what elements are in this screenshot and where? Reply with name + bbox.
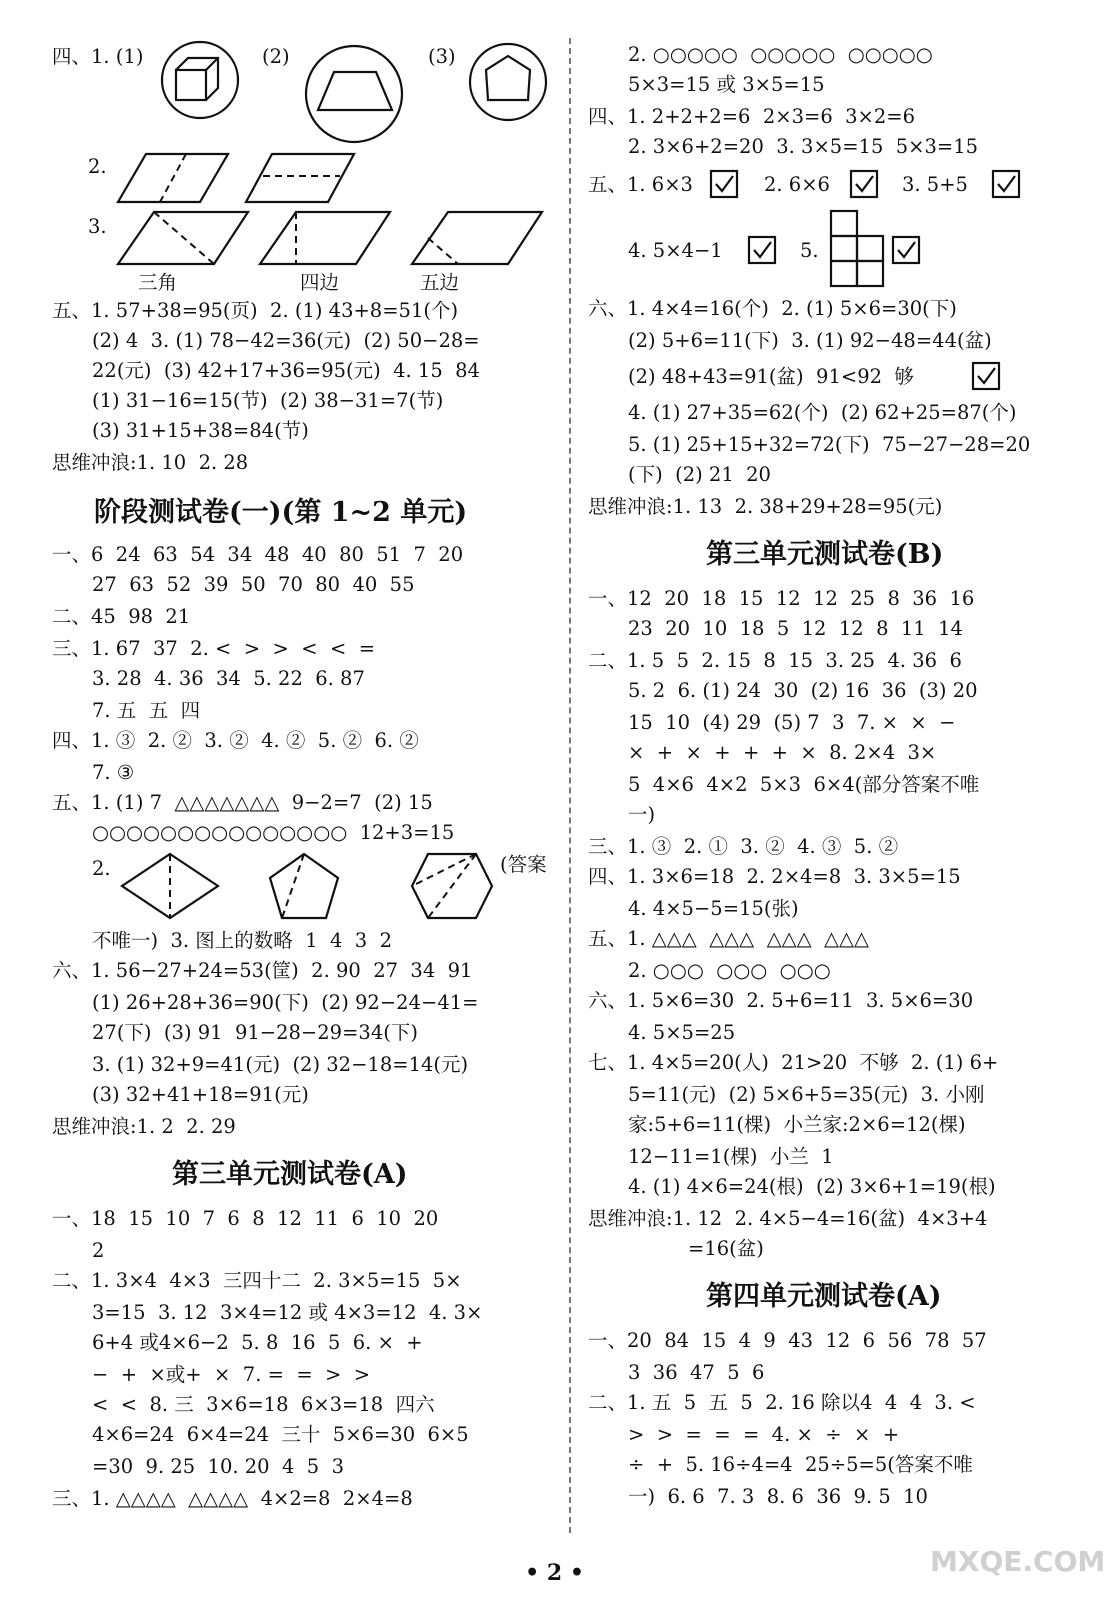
answer-line: 3. (1) 32+9=41(元) (2) 32−18=14(元): [92, 1053, 469, 1076]
fig-label-5: 3.: [88, 215, 107, 238]
checkmark-icon: [850, 170, 878, 198]
answer-line: (下) (2) 21 20: [628, 463, 771, 486]
answer-line: 五、1. 57+38=95(页) 2. (1) 43+8=51(个): [52, 299, 459, 322]
answer-line: 不唯一) 3. 图上的数略 1 4 3 2: [92, 929, 393, 952]
answer-line: 2. 3×6+2=20 3. 3×5=15 5×3=15: [628, 135, 979, 158]
answer-line: 一、6 24 63 54 34 48 40 80 51 7 20: [52, 543, 464, 566]
answer-line: 一) 6. 6 7. 3 8. 6 36 9. 5 10: [628, 1485, 928, 1508]
answer-line: 四、1. ③ 2. ② 3. ② 4. ② 5. ② 6. ②: [52, 729, 419, 752]
cube-in-circle-figure: [160, 40, 240, 120]
answer-line: × + × + + + × 8. 2×4 3×: [628, 741, 937, 764]
answer-line: 5. 2 6. (1) 24 30 (2) 16 36 (3) 20: [628, 679, 978, 702]
answer-line: 四、1. 2+2+2=6 2×3=6 3×2=6: [588, 105, 916, 128]
checkmark-icon: [992, 170, 1020, 198]
answer-line: 思维冲浪:1. 10 2. 28: [52, 451, 249, 474]
answer-line: 五、1. 6×3: [588, 173, 693, 196]
trapezoid-in-circle-figure: [304, 44, 404, 144]
caption-pent: 五边: [420, 271, 460, 294]
answer-line: 3=15 3. 12 3×4=12 或 4×3=12 4. 3×: [92, 1301, 483, 1324]
answer-line: 4. 5×4−1: [628, 239, 723, 262]
answer-line: > > = = = 4. × ÷ × +: [628, 1423, 900, 1446]
answer-line: 5=11(元) (2) 5×6+5=35(元) 3. 小刚: [628, 1083, 985, 1106]
answer-line: (2) 48+43=91(盆) 91<92 够: [628, 365, 914, 388]
answer-line: 4. 4×5−5=15(张): [628, 897, 799, 920]
fig-label-2: (2): [262, 45, 290, 68]
answer-line: ○○○○○○○○○○○○○○○ 12+3=15: [92, 821, 455, 844]
answer-line: 思维冲浪:1. 12 2. 4×5−4=16(盆) 4×3+4: [588, 1207, 988, 1230]
answer-line: 2. 6×6: [764, 173, 830, 196]
answer-line: 22(元) (3) 42+17+36=95(元) 4. 15 84: [92, 359, 480, 382]
checkmark-icon: [710, 170, 738, 198]
answer-line: 27(下) (3) 91 91−28−29=34(下): [92, 1021, 418, 1044]
answer-line: 二、45 98 21: [52, 605, 191, 628]
caption-quad: 四边: [300, 271, 340, 294]
answer-line: 12−11=1(棵) 小兰 1: [628, 1145, 834, 1168]
answer-line: 七、1. 4×5=20(人) 21>20 不够 2. (1) 6+: [588, 1051, 999, 1074]
answer-line: 7. ③: [92, 761, 135, 784]
section-heading: 阶段测试卷(一)(第 1~2 单元): [94, 497, 468, 528]
polygons-figure: [120, 852, 500, 924]
answer-line: 思维冲浪:1. 13 2. 38+29+28=95(元): [588, 495, 943, 518]
answer-line: (1) 26+28+36=90(下) (2) 92−24−41=: [92, 991, 479, 1014]
pentagon-in-circle-figure: [468, 42, 548, 122]
answer-line: (3) 31+15+38=84(节): [92, 419, 309, 442]
answer-line: 5 4×6 4×2 5×3 6×4(部分答案不唯: [628, 773, 980, 796]
answer-line: 三、1. ③ 2. ① 3. ② 4. ③ 5. ②: [588, 835, 899, 858]
answer-line: 3. 5+5: [902, 173, 968, 196]
fig-label-3: (3): [428, 45, 456, 68]
answer-line: 四、1. 3×6=18 2. 2×4=8 3. 3×5=15: [588, 865, 961, 888]
answer-line: 3 36 47 5 6: [628, 1361, 765, 1384]
answer-line: 二、1. 5 5 2. 15 8 15 3. 25 4. 36 6: [588, 649, 962, 672]
answer-line: 2.: [92, 857, 111, 880]
answer-line: 六、1. 56−27+24=53(筐) 2. 90 27 34 91: [52, 959, 473, 982]
answer-line: =16(盆): [688, 1237, 764, 1260]
answer-line: 一、18 15 10 7 6 8 12 11 6 10 20: [52, 1207, 439, 1230]
answer-line: 六、1. 5×6=30 2. 5+6=11 3. 5×6=30: [588, 989, 974, 1012]
answer-line: 六、1. 4×4=16(个) 2. (1) 5×6=30(下): [588, 297, 957, 320]
answer-line: < < 8. 三 3×6=18 6×3=18 四六: [92, 1393, 435, 1416]
checkmark-icon: [892, 236, 920, 264]
answer-line: 5.: [800, 239, 819, 262]
answer-line: 4. 5×5=25: [628, 1021, 736, 1044]
answer-line: 三、1. △△△△ △△△△ 4×2=8 2×4=8: [52, 1487, 413, 1510]
answer-line: (2) 4 3. (1) 78−42=36(元) (2) 50−28=: [92, 329, 480, 352]
answer-line: 15 10 (4) 29 (5) 7 3 7. × × −: [628, 711, 956, 734]
answer-line: 23 20 10 18 5 12 12 8 11 14: [628, 617, 963, 640]
answer-line: 3. 28 4. 36 34 5. 22 6. 87: [92, 667, 365, 690]
right-column: [578, 0, 1109, 1560]
answer-line: 4×6=24 6×4=24 三十 5×6=30 6×5: [92, 1423, 469, 1446]
section-heading: 第三单元测试卷(B): [706, 539, 944, 570]
fig-label-1: 四、1. (1): [52, 45, 144, 68]
answer-line: (答案: [500, 853, 547, 876]
answer-line: (1) 31−16=15(节) (2) 38−31=7(节): [92, 389, 444, 412]
answer-line: 思维冲浪:1. 2 2. 29: [52, 1115, 236, 1138]
page-number: • 2 •: [525, 1560, 584, 1586]
answer-line: 2. ○○○○○ ○○○○○ ○○○○○: [628, 43, 933, 66]
section-heading: 第四单元测试卷(A): [706, 1281, 942, 1312]
answer-line: 家:5+6=11(棵) 小兰家:2×6=12(棵): [628, 1113, 966, 1136]
section-heading: 第三单元测试卷(A): [172, 1159, 408, 1190]
answer-line: 2. ○○○ ○○○ ○○○: [628, 959, 831, 982]
grid-shape-figure: [830, 210, 886, 288]
answer-line: 五、1. (1) 7 △△△△△△△ 9−2=7 (2) 15: [52, 791, 433, 814]
answer-line: 27 63 52 39 50 70 80 40 55: [92, 573, 415, 596]
column-divider: [569, 38, 571, 1533]
answer-line: 二、1. 五 5 五 5 2. 16 除以4 4 4 3. <: [588, 1391, 976, 1414]
answer-line: 五、1. △△△ △△△ △△△ △△△: [588, 927, 869, 950]
fig-label-4: 2.: [88, 155, 107, 178]
cut-parallelograms-figure: [118, 208, 548, 268]
answer-line: 5×3=15 或 3×5=15: [628, 73, 825, 96]
answer-line: 一): [628, 803, 656, 826]
checkmark-icon: [972, 362, 1000, 390]
answer-line: 6+4 或4×6−2 5. 8 16 5 6. × +: [92, 1331, 423, 1354]
answer-line: 一、20 84 15 4 9 43 12 6 56 78 57: [588, 1329, 987, 1352]
left-column: [0, 0, 560, 1560]
answer-line: 5. (1) 25+15+32=72(下) 75−27−28=20: [628, 433, 1031, 456]
answer-line: ÷ + 5. 16÷4=4 25÷5=5(答案不唯: [628, 1453, 973, 1476]
answer-line: 4. (1) 27+35=62(个) (2) 62+25=87(个): [628, 401, 1017, 424]
answer-line: 二、1. 3×4 4×3 三四十二 2. 3×5=15 5×: [52, 1269, 462, 1292]
answer-line: =30 9. 25 10. 20 4 5 3: [92, 1455, 344, 1478]
checkmark-icon: [748, 236, 776, 264]
answer-line: 一、12 20 18 15 12 12 25 8 36 16: [588, 587, 975, 610]
watermark: MXQE.COM: [930, 1545, 1106, 1578]
parallelograms-figure: [118, 150, 538, 206]
answer-line: (3) 32+41+18=91(元): [92, 1083, 309, 1106]
answer-line: 三、1. 67 37 2. < > > < < =: [52, 637, 376, 660]
answer-line: 2: [92, 1239, 105, 1262]
answer-line: 4. (1) 4×6=24(根) (2) 3×6+1=19(根): [628, 1175, 996, 1198]
answer-line: − + ×或+ × 7. = = > >: [92, 1363, 371, 1386]
answer-line: 7. 五 五 四: [92, 699, 201, 722]
answer-line: (2) 5+6=11(下) 3. (1) 92−48=44(盆): [628, 329, 992, 352]
caption-triangle: 三角: [138, 271, 178, 294]
